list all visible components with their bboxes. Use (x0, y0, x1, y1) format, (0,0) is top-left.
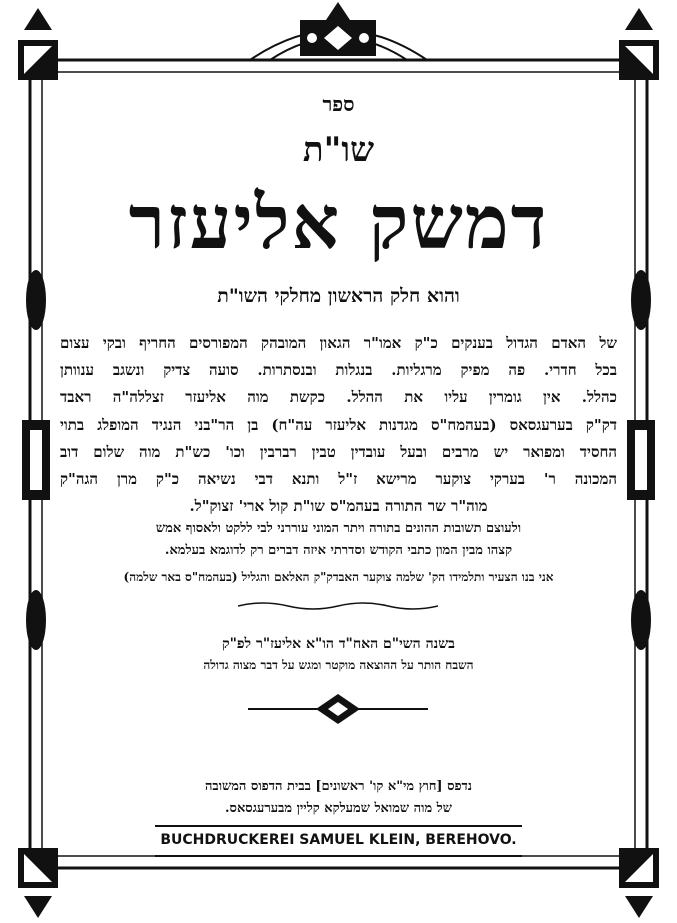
year-note: השבח הותר על ההוצאה מוקטר ומגש על דבר מצוה גדולה (203, 658, 474, 672)
main-title: דמשק אליעזר (128, 180, 549, 266)
printer-rule-top (155, 824, 522, 828)
divider-flourish (238, 600, 438, 612)
body-line-4: דק"ק בערעגסאס (בעהמח"ס מגדנות אליעזר עה"ח) בן הר"בני הנגיד המופלג בתוי (60, 416, 617, 434)
shut-label: שו"ת (302, 130, 375, 170)
body-line-2: בכל חדרי. פה מפיק מרגליות. בנגלות ובנסתרות. סועה צדיק ונשגב ענוותן (60, 361, 617, 379)
body-line-1: של האדם הגדול בענקים כ"ק אמו"ר הגאון המובהק המפורסים החריף ובקי עצום (60, 334, 617, 352)
printed-line-2: של מוה שמואל שמעלקא קליין מבערעגסאס. (225, 801, 452, 816)
body-line-5: החסיד ומפואר יש מרבים ובעל עובדין טבין רברבין וכו' כש"ת מוה שלום דוב (60, 443, 617, 461)
note-line-2: קצהו מבין המון כתבי הקודש וסדרתי איזה דברים רק לדוגמא בעלמא. (164, 543, 513, 558)
printer-imprint: BUCHDRUCKEREI SAMUEL KLEIN, BEREHOVO. (160, 832, 517, 848)
printer-rule-bottom (155, 854, 522, 858)
body-line-6: המכונה ר' בערקי צוקער מרישא ז"ל ותנא דבי נשיאה כ"ק מרן הגה"ק (60, 470, 617, 488)
note-line-1: ולעוצם תשובות ההונים בתורה ויתר המוני עוררני לבי ללקט ולאסוף אמש (155, 521, 522, 536)
body-line-7: מוה"ר שר התורה בעהמ"ס שו"ת קול ארי' זצוק"ל. (189, 497, 488, 515)
subtitle: והוא חלק הראשון מחלקי השו"ת (217, 285, 460, 307)
printed-line-1: נדפס [חוץ מי"א קו' ראשונים] בבית הדפוס המשובה (204, 779, 473, 794)
body-line-3: כהלל. אין גומרין עליו את ההלל. כקשת מוה אליעזר זצללה"ה ראבד (60, 388, 617, 406)
sefer-label: ספר (322, 92, 355, 116)
divider-ornament (248, 692, 428, 726)
year-line: בשנה השי"ם האח"ד הו"א אליעז"ר לפ"ק (222, 636, 455, 652)
note-line-3: אני בנו הצעיר ותלמידו הק' שלמה צוקער האבדק"ק האלאם והגליל (בעהמח"ס באר שלמה) (123, 570, 554, 584)
